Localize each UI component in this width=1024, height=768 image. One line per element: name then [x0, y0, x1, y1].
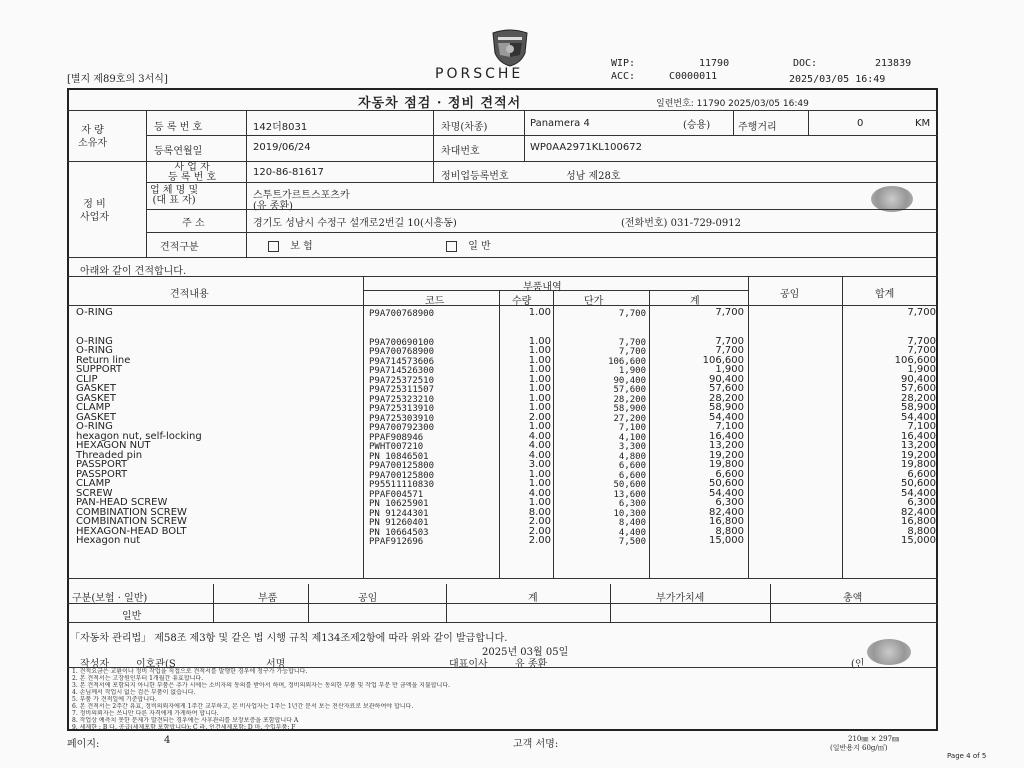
item-total: 6,300 — [907, 497, 936, 508]
car-name-label: 차명(차종) — [441, 122, 488, 133]
item-code: PWHT007210 — [369, 442, 424, 452]
general-checkbox[interactable] — [446, 241, 457, 252]
vin-value: WP0AA2971KL100672 — [530, 142, 642, 153]
item-price: 1,900 — [618, 366, 646, 376]
issue-date: 2025년 03월 05일 — [482, 647, 569, 658]
notes-block — [72, 668, 934, 731]
items-price-column — [555, 310, 646, 548]
item-amount: 13,200 — [709, 440, 744, 451]
estimate-type-label: 견적구분 — [160, 242, 199, 253]
item-total: 58,900 — [901, 402, 936, 413]
item-qty: 1.00 — [528, 373, 551, 385]
item-desc: SCREW — [76, 487, 113, 499]
summary-labor-label: 공임 — [358, 593, 378, 604]
item-code: P95511110830 — [369, 480, 435, 490]
item-desc: GASKET — [76, 411, 116, 423]
item-qty: 4.00 — [528, 487, 551, 499]
item-amount: 28,200 — [709, 392, 744, 404]
item-code: P9A700125800 — [369, 461, 435, 471]
col-amount: 계 — [690, 296, 700, 307]
general-label: 일 반 — [468, 241, 491, 252]
mileage-value: 0 — [857, 118, 864, 129]
mileage-label: 주행거리 — [738, 122, 777, 133]
item-code: PN 91260401 — [369, 518, 429, 528]
item-desc: COMBINATION SCREW — [76, 516, 187, 527]
brand-wordmark: PORSCHE — [435, 66, 524, 82]
item-price: 28,200 — [613, 394, 646, 405]
item-total: 19,200 — [901, 449, 936, 461]
reg-no-value: 142더8031 — [253, 122, 308, 133]
item-qty: 3.00 — [528, 459, 551, 470]
reg-date-value: 2019/06/24 — [253, 142, 311, 153]
col-description: 견적내용 — [170, 289, 209, 300]
item-price: 57,600 — [613, 385, 646, 395]
item-code: P9A725303910 — [369, 413, 435, 424]
intro-text: 아래와 같이 견적합니다. — [80, 266, 187, 277]
summary-subtotal-label: 계 — [528, 593, 538, 604]
item-code: PPAF004571 — [369, 489, 424, 500]
wip-label: WIP: — [611, 58, 636, 69]
item-total: 82,400 — [901, 506, 936, 518]
item-desc: PASSPORT — [76, 459, 128, 470]
item-qty: 2.00 — [528, 516, 551, 527]
item-total: 8,800 — [907, 525, 936, 537]
item-amount: 15,000 — [709, 535, 744, 546]
doc-label: DOC: — [793, 58, 818, 69]
item-code: PN 91244301 — [369, 508, 429, 519]
col-labor: 공임 — [780, 289, 800, 300]
item-total: 7,700 — [907, 335, 936, 347]
item-amount: 8,800 — [715, 525, 744, 537]
item-amount: 7,700 — [715, 307, 744, 318]
item-desc: GASKET — [76, 392, 116, 404]
form-title: 자동차 점검 · 정비 견적서 — [358, 96, 522, 111]
item-code: PN 10625901 — [369, 499, 429, 509]
items-total-column — [844, 308, 936, 546]
wip-value: 11790 — [699, 58, 730, 69]
representative-name: (유 종환) — [253, 201, 293, 212]
item-qty: 1.00 — [528, 335, 551, 347]
item-price: 90,400 — [613, 375, 646, 386]
item-amount: 6,600 — [715, 468, 744, 480]
item-price: 106,600 — [608, 356, 646, 367]
insurance-checkbox[interactable] — [268, 241, 279, 252]
item-qty: 1.00 — [528, 345, 551, 356]
reg-date-label: 등록연월일 — [154, 146, 203, 157]
item-price: 6,300 — [618, 499, 646, 509]
summary-type-value: 일반 — [122, 611, 142, 622]
item-qty: 1.00 — [528, 421, 551, 432]
item-price: 4,800 — [618, 451, 646, 462]
items-code-column — [369, 310, 497, 548]
item-total: 106,600 — [894, 354, 936, 366]
note-line: 1. 견적요금은 교환이나 정비 작업을 직접으로 견적서를 발행한 경우에 청구가 가능합니다. — [72, 668, 308, 675]
item-price: 50,600 — [613, 480, 646, 490]
item-price: 7,700 — [618, 309, 646, 319]
item-qty: 1.00 — [528, 364, 551, 375]
item-total: 7,700 — [907, 307, 936, 318]
item-code: P9A700792300 — [369, 423, 435, 433]
items-amount-column — [651, 308, 744, 546]
item-price: 7,500 — [618, 537, 646, 547]
item-total: 16,400 — [901, 430, 936, 442]
writer-label: 작성자 — [80, 659, 109, 670]
form-number: [별지 제89호의 3서식] — [67, 74, 168, 85]
item-desc: O-RING — [76, 345, 113, 356]
item-code: PPAF908946 — [369, 432, 424, 443]
serial-number: 일련번호: 11790 2025/03/05 16:49 — [656, 99, 809, 109]
item-code: P9A725313910 — [369, 404, 435, 414]
item-qty: 1.00 — [528, 402, 551, 413]
item-amount: 16,800 — [709, 516, 744, 527]
item-qty: 4.00 — [528, 449, 551, 461]
item-code: PPAF912696 — [369, 537, 424, 547]
item-qty: 4.00 — [528, 430, 551, 442]
col-price: 단가 — [584, 296, 604, 307]
note-line: 3. 본 견적서에 포함되지 아니한 부품은 추가 시에는 소비자의 동의를 받아서 하며, 정비의뢰자는 동의한 부품 및 작업 부분 만 금액을 지불합니다. — [72, 682, 451, 689]
item-code: PN 10664503 — [369, 527, 429, 538]
legal-text: 「자동차 관리법」 제58조 제3항 및 같은 법 시행 규칙 제134조제2항에 따라 위와 같이 발급합니다. — [70, 633, 508, 644]
item-code: P9A700768900 — [369, 347, 435, 357]
item-desc: PAN-HEAD SCREW — [76, 497, 168, 508]
item-price: 7,100 — [618, 423, 646, 433]
summary-parts-label: 부품 — [258, 593, 278, 604]
item-amount: 6,300 — [715, 497, 744, 508]
company-name: 스투트가르트스포츠카 — [253, 190, 350, 201]
item-price: 13,600 — [613, 489, 646, 500]
item-qty: 1.00 — [528, 354, 551, 366]
item-price: 4,100 — [618, 432, 646, 443]
address-label: 주 소 — [182, 218, 205, 229]
option-general[interactable] — [446, 237, 491, 252]
item-total: 50,600 — [901, 478, 936, 489]
item-amount: 7,700 — [715, 345, 744, 356]
item-qty: 2.00 — [528, 525, 551, 537]
item-desc: O-RING — [76, 307, 113, 318]
item-desc: hexagon nut, self-locking — [76, 430, 202, 442]
note-line: 8. 작업상 예측치 못한 문제가 발견되는 경우에는 사후관리를 보장보증을 포함합니다 A — [72, 717, 299, 724]
item-code: PN 10846501 — [369, 451, 429, 462]
item-desc: SUPPORT — [76, 364, 122, 375]
item-amount: 57,600 — [709, 383, 744, 394]
business-section-label: 정 비 사업자 — [80, 199, 109, 223]
item-desc: O-RING — [76, 335, 113, 347]
insurance-label: 보 험 — [290, 241, 313, 252]
item-code: P9A714526300 — [369, 366, 435, 376]
item-qty: 1.00 — [528, 392, 551, 404]
item-desc: HEXAGON-HEAD BOLT — [76, 525, 187, 537]
reg-no-label: 등 록 번 호 — [154, 122, 203, 133]
summary-vat-label: 부가가치세 — [656, 593, 705, 604]
item-code: P9A725323210 — [369, 394, 435, 405]
summary-total-label: 총액 — [843, 593, 863, 604]
note-line: 6. 본 견적서는 2주간 유효, 정비의뢰자에게 1주간 교부하고, 본 비사업자는 1주는 1년간 문서 보는 전산자료로 보관하여야 합니다. — [72, 703, 414, 710]
item-qty: 1.00 — [528, 497, 551, 508]
item-qty: 1.00 — [528, 383, 551, 394]
col-parts: 부품내역 — [523, 282, 562, 293]
item-amount: 90,400 — [709, 373, 744, 385]
item-total: 7,100 — [907, 421, 936, 432]
item-code: P9A700768900 — [369, 309, 435, 319]
item-code: P9A700690100 — [369, 337, 435, 348]
item-amount: 7,700 — [715, 335, 744, 347]
item-price: 3,300 — [618, 442, 646, 452]
col-total: 합계 — [875, 289, 895, 300]
item-amount: 19,800 — [709, 459, 744, 470]
owner-section-label: 자 량 소유자 — [78, 125, 107, 149]
item-total: 19,800 — [901, 459, 936, 470]
address-value: 경기도 성남시 수정구 설개로2번길 10(시흥동) — [253, 218, 457, 229]
car-type-value: (승용) — [683, 120, 711, 131]
item-total: 54,400 — [901, 487, 936, 499]
item-desc: O-RING — [76, 421, 113, 432]
company-label: 업 체 명 및 (대 표 자) — [150, 185, 199, 206]
item-price: 6,600 — [618, 461, 646, 471]
porsche-crest-icon — [489, 27, 531, 67]
acc-label: ACC: — [611, 71, 636, 82]
item-desc: CLAMP — [76, 478, 111, 489]
car-name-value: Panamera 4 — [530, 118, 590, 129]
item-desc: Hexagon nut — [76, 535, 141, 546]
acc-value: C0000011 — [669, 71, 718, 82]
item-code: P9A725372510 — [369, 375, 435, 386]
page-of: Page 4 of 5 — [947, 752, 987, 760]
col-qty: 수량 — [512, 296, 532, 307]
item-amount: 50,600 — [709, 478, 744, 489]
item-total: 16,800 — [901, 516, 936, 527]
item-qty: 4.00 — [528, 440, 551, 451]
item-total: 57,600 — [901, 383, 936, 394]
item-desc: CLIP — [76, 373, 98, 385]
item-amount: 1,900 — [715, 364, 744, 375]
item-desc: COMBINATION SCREW — [76, 506, 187, 518]
item-desc: GASKET — [76, 383, 116, 394]
item-code: P9A725311507 — [369, 385, 435, 395]
item-total: 6,600 — [907, 468, 936, 480]
ceo-name: 유 종환 — [515, 659, 548, 670]
item-total: 54,400 — [901, 411, 936, 423]
mileage-unit: KM — [915, 118, 931, 129]
summary-type-label: 구분(보험 · 일반) — [72, 593, 148, 604]
item-price: 7,700 — [618, 337, 646, 348]
item-desc: Threaded pin — [76, 449, 143, 461]
item-amount: 58,900 — [709, 402, 744, 413]
item-desc: PASSPORT — [76, 468, 128, 480]
item-desc: Return line — [76, 354, 131, 366]
item-qty: 1.00 — [528, 468, 551, 480]
item-desc: HEXAGON NUT — [76, 440, 151, 451]
item-price: 7,700 — [618, 347, 646, 357]
item-total: 90,400 — [901, 373, 936, 385]
note-line: 9. 세제한 : B 다. 공급(세제포함 포함합니다): C 라. 인건세제포함: D 마. 수입부품: F — [72, 724, 296, 731]
ceo-label: 대표이사 — [449, 659, 488, 670]
ceo-seal — [867, 639, 911, 665]
biz-no-label: 사 업 자 등 록 번 호 — [168, 162, 217, 183]
item-price: 4,400 — [618, 527, 646, 538]
note-line: 7. 정비의뢰자는 쓰니만 다른 자격에게 가게하여 합니다. — [72, 710, 219, 717]
item-qty: 2.00 — [528, 411, 551, 423]
item-total: 28,200 — [901, 392, 936, 404]
item-price: 58,900 — [613, 404, 646, 414]
item-total: 7,700 — [907, 345, 936, 356]
item-amount: 82,400 — [709, 506, 744, 518]
item-price: 6,600 — [618, 470, 646, 481]
items-qty-column — [500, 308, 551, 546]
customer-sign-label: 고객 서명: — [513, 739, 559, 750]
item-qty: 1.00 — [528, 307, 551, 318]
page-number: 4 — [164, 735, 171, 746]
item-amount: 7,100 — [715, 421, 744, 432]
item-amount: 16,400 — [709, 430, 744, 442]
item-amount: 54,400 — [709, 487, 744, 499]
items-description-column — [76, 308, 356, 546]
shop-reg-value: 성남 제28호 — [566, 171, 621, 182]
item-qty: 1.00 — [528, 478, 551, 489]
paper-type: (일반용지 60g/㎡) — [830, 744, 888, 752]
paper-size: 210㎜ × 297㎜ — [848, 735, 900, 743]
item-qty: 2.00 — [528, 535, 551, 546]
item-price: 10,300 — [613, 508, 646, 519]
biz-no-value: 120-86-81617 — [253, 167, 324, 178]
phone-value: (전화번호) 031-729-0912 — [621, 218, 742, 229]
writer-sign-label: 서명 — [266, 659, 286, 670]
header-datetime: 2025/03/05 16:49 — [789, 74, 886, 85]
shop-reg-label: 정비업등록번호 — [441, 171, 509, 182]
writer-name: 이호관(S — [136, 659, 176, 670]
item-amount: 106,600 — [702, 354, 744, 366]
item-price: 8,400 — [618, 518, 646, 528]
item-price: 27,200 — [613, 413, 646, 424]
doc-value: 213839 — [875, 58, 912, 69]
note-line: 4. 손님께서 작업시 없는 검은 부품이 없습니다. — [72, 689, 196, 696]
item-code: P9A714573606 — [369, 356, 435, 367]
option-insurance[interactable] — [268, 237, 313, 252]
col-code: 코드 — [425, 296, 445, 307]
item-total: 13,200 — [901, 440, 936, 451]
item-total: 15,000 — [901, 535, 936, 546]
note-line: 5. 부품 가 견적일에 기준합니다. — [72, 696, 157, 703]
seal-suffix: (인 — [851, 659, 865, 670]
item-amount: 54,400 — [709, 411, 744, 423]
item-total: 1,900 — [907, 364, 936, 375]
item-desc: CLAMP — [76, 402, 111, 413]
item-code: P9A700125800 — [369, 470, 435, 481]
page-label: 페이지: — [67, 739, 100, 750]
item-amount: 19,200 — [709, 449, 744, 461]
item-qty: 8.00 — [528, 506, 551, 518]
vin-label: 차대번호 — [441, 146, 480, 157]
note-line: 2. 본 견적서는 고장원인부터 1개월간 유효합니다. — [72, 675, 204, 682]
